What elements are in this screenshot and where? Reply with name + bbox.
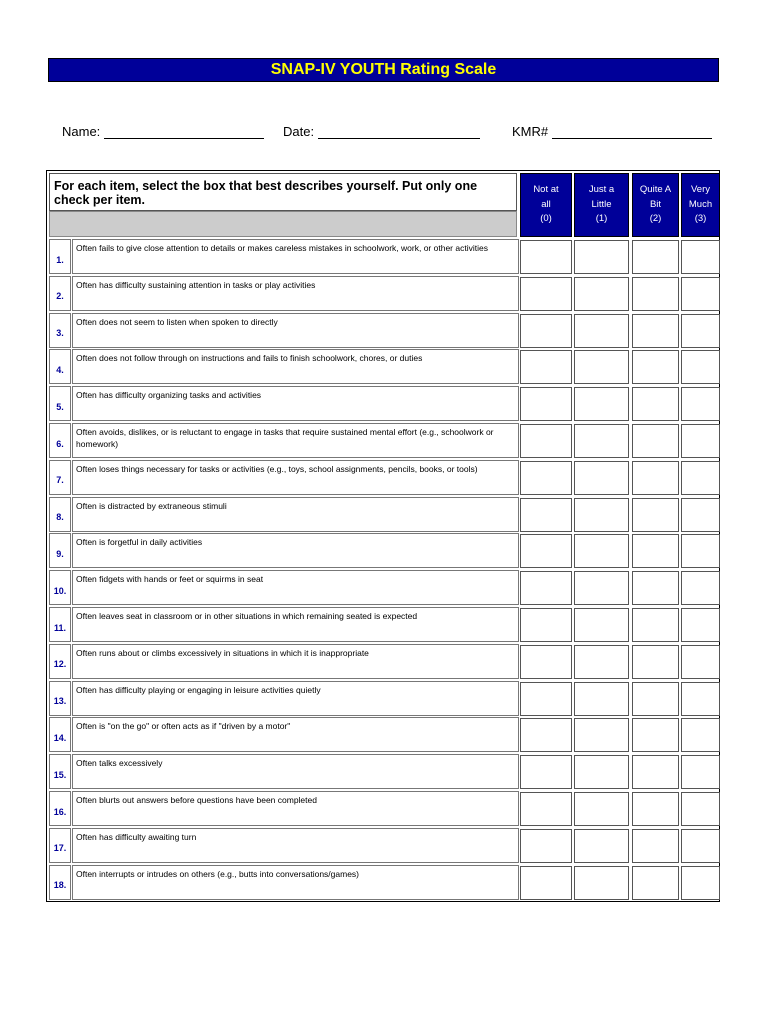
table-row [49,460,719,497]
column-header-line: (2) [649,213,662,225]
rating-checkbox[interactable] [681,755,720,789]
column-header [681,173,720,237]
rating-checkbox[interactable] [681,277,720,311]
rating-checkbox[interactable] [632,498,679,532]
table-row [49,349,719,386]
table-row [49,533,719,570]
title-banner [48,58,719,82]
table-row [49,313,719,350]
rating-checkbox[interactable] [520,314,572,348]
column-header-line: (3) [694,213,707,225]
item-number: 2. [49,276,71,311]
item-number: 1. [49,239,71,274]
instructions: For each item, select the box that best describes yourself. Put only one check per item. [49,173,517,211]
item-number: 9. [49,533,71,568]
table-row [49,828,719,865]
rating-checkbox[interactable] [632,829,679,863]
column-header-line: Bit [649,198,662,210]
rating-checkbox[interactable] [681,314,720,348]
column-header-line: all [541,198,551,210]
item-number: 17. [49,828,71,863]
item-text: Often is "on the go" or often acts as if "driven by a motor" [72,717,519,752]
rating-checkbox[interactable] [520,461,572,495]
item-text: Often talks excessively [72,754,519,789]
item-number: 13. [49,681,71,716]
rating-checkbox[interactable] [681,534,720,568]
item-text: Often leaves seat in classroom or in other situations in which remaining seated is expected [72,607,519,642]
item-number: 14. [49,717,71,752]
rating-checkbox[interactable] [681,682,720,716]
rating-checkbox[interactable] [574,608,629,642]
rating-checkbox[interactable] [520,387,572,421]
rating-checkbox[interactable] [574,461,629,495]
rating-checkbox[interactable] [681,350,720,384]
item-text: Often loses things necessary for tasks or activities (e.g., toys, school assignments, pencils, books, or tools) [72,460,519,495]
rating-checkbox[interactable] [632,645,679,679]
item-number: 7. [49,460,71,495]
column-header-line: Quite A [639,184,672,196]
item-number: 3. [49,313,71,348]
item-number: 16. [49,791,71,826]
rating-checkbox[interactable] [632,534,679,568]
header-gray-band [49,211,517,237]
rating-checkbox[interactable] [520,682,572,716]
rating-checkbox[interactable] [574,645,629,679]
rating-checkbox[interactable] [520,608,572,642]
rating-checkbox[interactable] [574,682,629,716]
item-text: Often has difficulty organizing tasks and activities [72,386,519,421]
date-field [283,124,480,139]
rating-checkbox[interactable] [632,387,679,421]
item-text: Often has difficulty awaiting turn [72,828,519,863]
table-row [49,681,719,718]
column-header [632,173,679,237]
item-text: Often interrupts or intrudes on others (e.g., butts into conversations/games) [72,865,519,900]
rating-checkbox[interactable] [574,350,629,384]
rating-checkbox[interactable] [632,314,679,348]
rating-checkbox[interactable] [520,645,572,679]
rating-checkbox[interactable] [632,792,679,826]
rating-checkbox[interactable] [681,498,720,532]
rating-checkbox[interactable] [574,498,629,532]
rating-checkbox[interactable] [632,608,679,642]
rating-checkbox[interactable] [681,608,720,642]
rating-checkbox[interactable] [632,277,679,311]
rating-checkbox[interactable] [681,571,720,605]
page-title: SNAP-IV YOUTH Rating Scale [270,61,497,78]
rating-checkbox[interactable] [574,718,629,752]
rating-checkbox[interactable] [574,755,629,789]
column-header-line: Little [591,198,612,210]
rating-checkbox[interactable] [574,277,629,311]
rating-checkbox[interactable] [520,718,572,752]
item-number: 5. [49,386,71,421]
item-text: Often is forgetful in daily activities [72,533,519,568]
column-header [520,173,572,237]
rating-checkbox[interactable] [520,424,572,458]
rating-checkbox[interactable] [574,314,629,348]
rating-checkbox[interactable] [520,350,572,384]
name-label: Name: [62,124,101,139]
table-row [49,754,719,791]
item-text: Often fidgets with hands or feet or squirms in seat [72,570,519,605]
item-text: Often has difficulty playing or engaging in leisure activities quietly [72,681,519,716]
rating-checkbox[interactable] [681,866,720,900]
rating-checkbox[interactable] [520,534,572,568]
rating-checkbox[interactable] [681,424,720,458]
rating-checkbox[interactable] [520,277,572,311]
name-field [62,124,264,139]
rating-checkbox[interactable] [574,829,629,863]
item-number: 15. [49,754,71,789]
table-row [49,386,719,423]
table-row [49,276,719,313]
item-text: Often fails to give close attention to details or makes careless mistakes in schoolwork, work, or other activities [72,239,519,274]
rating-checkbox[interactable] [574,792,629,826]
table-row [49,423,719,460]
table-row [49,570,719,607]
rating-checkbox[interactable] [520,792,572,826]
rating-checkbox[interactable] [574,387,629,421]
item-number: 8. [49,497,71,532]
table-row [49,644,719,681]
column-header-line: (0) [540,213,552,225]
rating-checkbox[interactable] [681,829,720,863]
item-text: Often does not follow through on instructions and fails to finish schoolwork, chores, or duties [72,349,519,384]
rating-checkbox[interactable] [520,829,572,863]
table-row [49,607,719,644]
rating-checkbox[interactable] [632,718,679,752]
rating-checkbox[interactable] [632,350,679,384]
rating-checkbox[interactable] [632,461,679,495]
column-header-line: Not at [533,184,559,196]
rating-checkbox[interactable] [681,461,720,495]
item-number: 11. [49,607,71,642]
item-number: 12. [49,644,71,679]
date-input-line[interactable] [318,126,480,139]
kmr-field [512,124,712,139]
rating-checkbox[interactable] [520,571,572,605]
rating-checkbox[interactable] [574,240,629,274]
rating-checkbox[interactable] [632,571,679,605]
rating-checkbox[interactable] [574,424,629,458]
rating-checkbox[interactable] [681,792,720,826]
name-input-line[interactable] [104,126,264,139]
table-row [49,717,719,754]
column-header-line: (1) [595,213,608,225]
table-row [49,791,719,828]
column-header-line: Very [690,184,710,196]
item-number: 18. [49,865,71,900]
item-number: 6. [49,423,71,458]
rating-checkbox[interactable] [681,387,720,421]
column-header-line: Just a [588,184,615,196]
rating-checkbox[interactable] [681,718,720,752]
rating-checkbox[interactable] [574,571,629,605]
item-text: Often has difficulty sustaining attention in tasks or play activities [72,276,519,311]
item-text: Often blurts out answers before questions have been completed [72,791,519,826]
kmr-label: KMR# [512,124,549,139]
date-label: Date: [283,124,315,139]
item-text: Often is distracted by extraneous stimuli [72,497,519,532]
rating-checkbox[interactable] [574,534,629,568]
rating-checkbox[interactable] [681,240,720,274]
table-row [49,239,719,276]
item-text: Often avoids, dislikes, or is reluctant to engage in tasks that require sustained mental effort (e.g., schoolwork or homework) [72,423,519,458]
item-text: Often runs about or climbs excessively in situations in which it is inappropriate [72,644,519,679]
rating-checkbox[interactable] [632,424,679,458]
rating-checkbox[interactable] [520,498,572,532]
rating-form [46,170,720,902]
item-text: Often does not seem to listen when spoken to directly [72,313,519,348]
rating-checkbox[interactable] [574,866,629,900]
kmr-input-line[interactable] [552,126,712,139]
column-header-line: Much [688,198,713,210]
rating-checkbox[interactable] [632,240,679,274]
table-row [49,865,719,902]
rating-checkbox[interactable] [520,240,572,274]
rating-checkbox[interactable] [632,866,679,900]
rating-checkbox[interactable] [520,755,572,789]
rating-checkbox[interactable] [632,755,679,789]
rating-checkbox[interactable] [681,645,720,679]
column-header [574,173,629,237]
item-number: 4. [49,349,71,384]
rating-checkbox[interactable] [520,866,572,900]
table-row [49,497,719,534]
rating-checkbox[interactable] [632,682,679,716]
item-number: 10. [49,570,71,605]
